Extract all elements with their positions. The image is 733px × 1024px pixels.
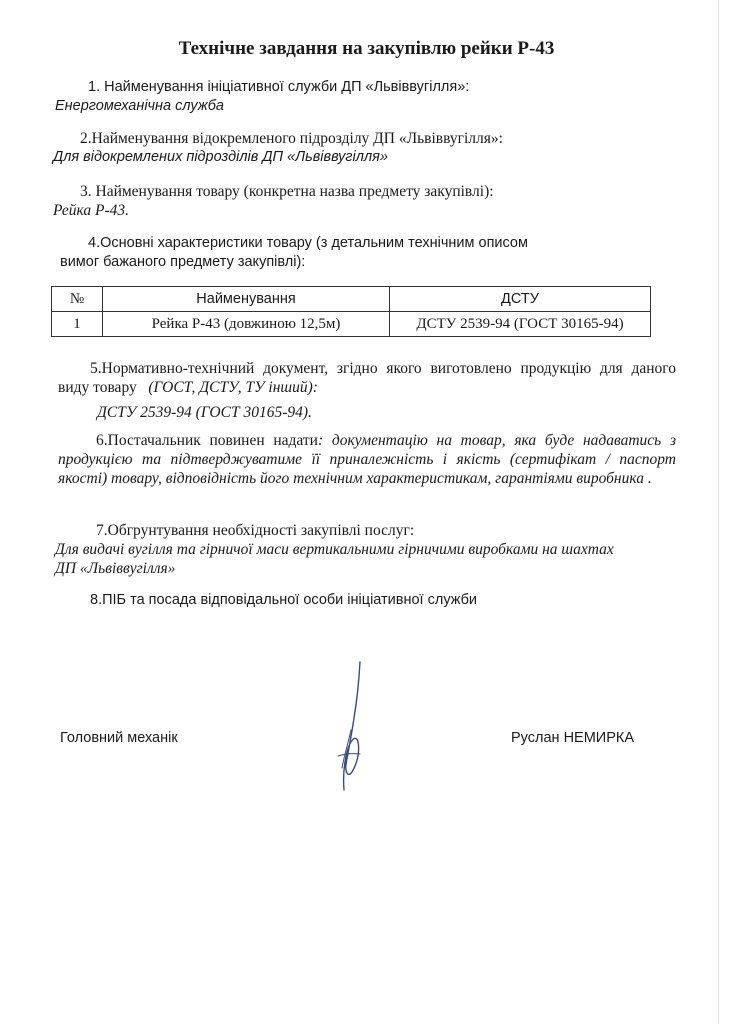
item1-heading: 1. Найменування ініціативної служби ДП «Львіввугілля»: <box>88 79 470 95</box>
spec-table <box>51 286 651 337</box>
table-header-name: Найменування <box>103 287 390 312</box>
item2-heading: 2.Найменування відокремленого підрозділу ДП «Львіввугілля»: <box>80 130 503 147</box>
table-header-row <box>52 287 651 312</box>
item5-paragraph <box>58 359 676 397</box>
table-cell-standard: ДСТУ 2539-94 (ГОСТ 30165-94) <box>390 312 651 337</box>
item6-paragraph <box>58 431 676 488</box>
table-cell-name: Рейка Р-43 (довжиною 12,5м) <box>103 312 390 337</box>
signoff-name: Руслан НЕМИРКА <box>511 730 635 746</box>
table-header-standard: ДСТУ <box>390 287 651 312</box>
item4-heading-line2: вимог бажаного предмету закупівлі): <box>60 254 306 270</box>
item6-value: : документацію на товар, яка буде надаватись з продукцією та підтверджуватиме її приналежність і якість (сертифікат / паспорт якості) товару, відповідність його технічним характеристикам, гарантіями виробника . <box>58 432 677 487</box>
item8-heading: 8.ПІБ та посада відповідальної особи ініціативної служби <box>90 592 477 608</box>
item3-value: Рейка Р-43. <box>53 202 130 219</box>
item7-value-line2: ДП «Львіввугілля» <box>55 560 176 577</box>
scan-edge-line <box>718 0 719 1024</box>
signature-icon <box>330 660 380 795</box>
document-title: Технічне завдання на закупівлю рейки Р-43 <box>178 38 555 59</box>
signoff-position: Головний механік <box>60 730 178 746</box>
table-header-number: № <box>52 287 103 312</box>
item1-value: Енергомеханічна служба <box>55 98 225 114</box>
table-row <box>52 312 651 337</box>
table-cell-number: 1 <box>52 312 103 337</box>
item6-heading: 6.Постачальник повинен надати <box>96 432 318 449</box>
item5-value: ДСТУ 2539-94 (ГОСТ 30165-94). <box>97 404 312 421</box>
item7-value-line1: Для видачі вугілля та гірничої маси вертикальними гірничими виробками на шахтах <box>55 541 614 558</box>
item4-heading-line1: 4.Основні характеристики товару (з детальним технічним описом <box>88 235 528 251</box>
item5-heading: 5.Нормативно-технічний документ, згідно якого виготовлено продукцію для даного виду товару <box>58 360 676 396</box>
item7-heading: 7.Обгрунтування необхідності закупівлі послуг: <box>96 522 415 539</box>
item5-heading-italic: (ГОСТ, ДСТУ, ТУ інший): <box>148 379 318 396</box>
item2-value: Для відокремлених підрозділів ДП «Львіввугілля» <box>53 149 388 165</box>
item3-heading: 3. Найменування товару (конкретна назва предмету закупівлі): <box>80 183 494 200</box>
